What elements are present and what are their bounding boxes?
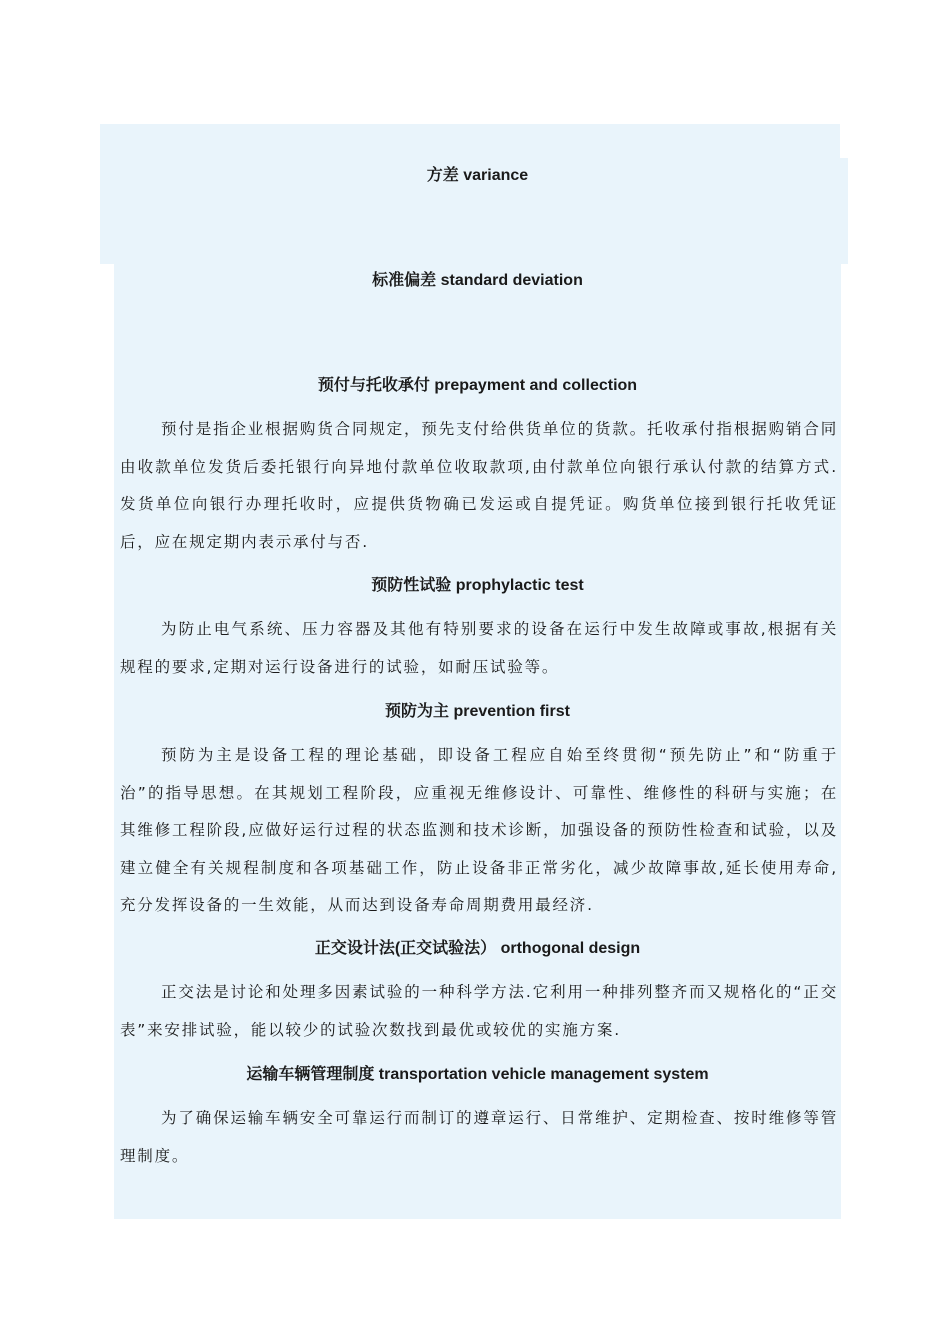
term-body-prepayment: 预付是指企业根据购货合同规定，预先支付给供货单位的货款。托收承付指根据购销合同由收款单位发货后委托银行向异地付款单位收取款项,由付款单位向银行承认付款的结算方式.发货单位向银行办理托收时，应提供货物确已发运或自提凭证。购货单位接到银行托收凭证后，应在规定期内表示承付与否.	[120, 420, 838, 551]
term-body-prevention-first: 预防为主是设备工程的理论基础，即设备工程应自始至终贯彻“预先防止”和“防重于治”的指导思想。在其规划工程阶段，应重视无维修设计、可靠性、维修性的科研与实施；在其维修工程阶段,应做好运行过程的状态监测和技术诊断，加强设备的预防性检查和试验，以及建立健全有关规程制度和各项基础工作，防止设备非正常劣化，减少故障事故,延长使用寿命,充分发挥设备的一生效能，从而达到设备寿命周期费用最经济.	[120, 746, 838, 914]
highlight-band-notch	[840, 158, 848, 264]
term-heading-orthogonal-design: 正交设计法(正交试验法） orthogonal design	[314, 940, 641, 957]
term-body-vehicle-management: 为了确保运输车辆安全可靠运行而制订的遵章运行、日常维护、定期检查、按时维修等管理制度。	[120, 1109, 838, 1165]
term-body-orthogonal-design: 正交法是讨论和处理多因素试验的一种科学方法.它利用一种排列整齐而又规格化的“正交表”来安排试验，能以较少的试验次数找到最优或较优的实施方案.	[120, 983, 838, 1039]
highlight-band-top	[100, 124, 840, 264]
term-heading-prophylactic-test: 预防性试验 prophylactic test	[371, 577, 584, 594]
term-heading-prevention-first: 预防为主 prevention first	[385, 703, 570, 720]
term-heading-prepayment: 预付与托收承付 prepayment and collection	[317, 377, 638, 394]
term-heading-standard-deviation: 标准偏差 standard deviation	[372, 272, 583, 289]
term-body-prophylactic-test: 为防止电气系统、压力容器及其他有特别要求的设备在运行中发生故障或事故,根据有关规程的要求,定期对运行设备进行的试验，如耐压试验等。	[120, 620, 838, 676]
term-heading-variance: 方差 variance	[426, 167, 529, 184]
term-heading-vehicle-management: 运输车辆管理制度 transportation vehicle management system	[246, 1066, 709, 1083]
